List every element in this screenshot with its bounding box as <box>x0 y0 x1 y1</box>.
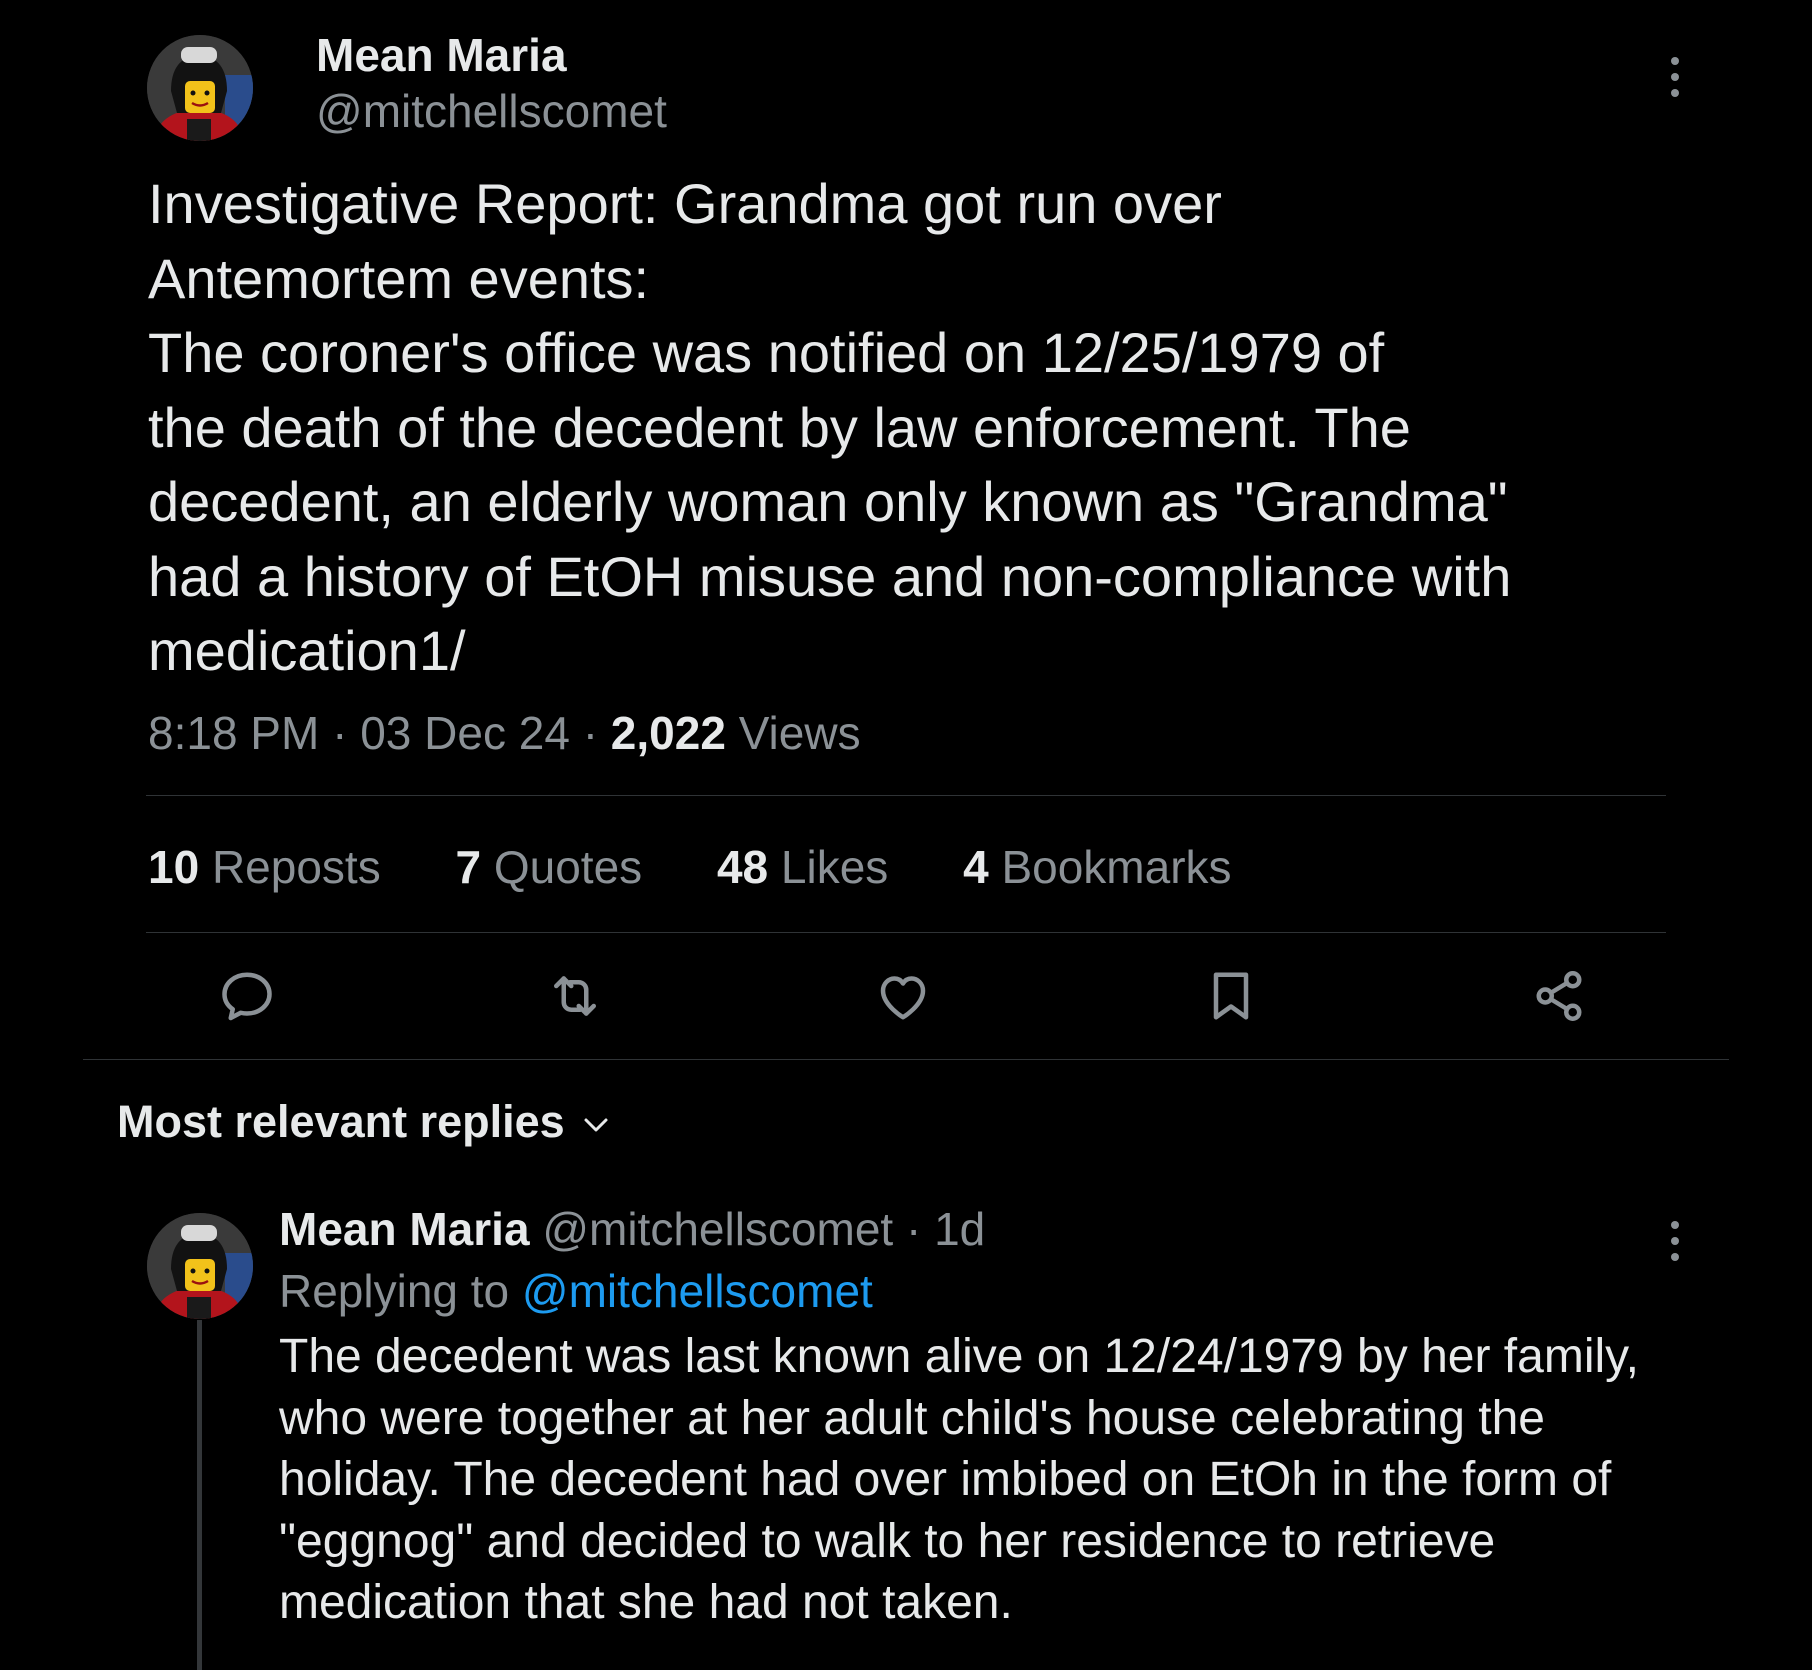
bookmark-icon[interactable] <box>1201 966 1261 1026</box>
replying-to-mention[interactable]: @mitchellscomet <box>521 1265 873 1317</box>
tweet-time[interactable]: 8:18 PM <box>148 707 320 759</box>
tweet-text-line: decedent, an elderly woman only known as "Grandma" <box>148 470 1508 533</box>
divider <box>146 795 1666 796</box>
reply-text-line: holiday. The decedent had over imbibed on EtOh in the form of <box>279 1453 1612 1506</box>
quotes-stat[interactable] <box>455 840 642 894</box>
tweet-text-line: had a history of EtOH misuse and non-compliance with <box>148 544 1512 608</box>
tweet-text-line: Antemortem events: <box>148 246 650 310</box>
quotes-label: Quotes <box>493 841 643 893</box>
tweet-date[interactable]: 03 Dec 24 <box>360 707 570 759</box>
bookmarks-label: Bookmarks <box>1001 841 1232 893</box>
likes-count: 48 <box>716 841 769 893</box>
reply-text-line: "eggnog" and decided to walk to her residence to retrieve <box>279 1514 1496 1568</box>
repost-icon[interactable] <box>545 966 605 1026</box>
likes-stat[interactable] <box>717 840 888 894</box>
reply-text-line: medication that she had not taken. <box>279 1576 1013 1629</box>
author-name[interactable]: Mean Maria <box>316 29 567 81</box>
views-label: Views <box>738 707 861 759</box>
section-divider <box>83 1059 1729 1060</box>
views-count: 2,022 <box>610 707 726 759</box>
reply-author-name[interactable]: Mean Maria <box>279 1203 530 1255</box>
quotes-count: 7 <box>455 841 482 893</box>
bookmarks-stat[interactable] <box>963 840 1231 894</box>
tweet-text <box>148 167 1708 689</box>
tweet-text-line: medication1/ <box>148 619 466 682</box>
reply-separator: · <box>905 1203 922 1255</box>
reply-text <box>279 1326 1739 1634</box>
tweet-text-line: Investigative Report: Grandma got run over <box>148 172 1222 235</box>
replies-sort-dropdown[interactable] <box>117 1096 609 1148</box>
reply-text-line: The decedent was last known alive on 12/24/1979 by her family, <box>279 1330 1639 1383</box>
reply-avatar[interactable] <box>147 1213 253 1319</box>
share-icon[interactable] <box>1529 966 1589 1026</box>
meta-separator: · <box>582 707 599 759</box>
reply-age[interactable]: 1d <box>934 1203 986 1255</box>
bookmarks-count: 4 <box>963 841 989 893</box>
tweet-text-line: The coroner's office was notified on 12/25/1979 of <box>148 321 1385 384</box>
divider <box>146 932 1666 933</box>
reply-more-options-icon[interactable] <box>1665 1218 1685 1264</box>
likes-label: Likes <box>780 841 889 893</box>
like-icon[interactable] <box>873 966 933 1026</box>
reply-header <box>279 1202 985 1256</box>
author-handle[interactable]: @mitchellscomet <box>316 85 667 137</box>
tweet-meta <box>148 706 861 760</box>
replies-sort-label: Most relevant replies <box>117 1096 565 1147</box>
chevron-down-icon <box>583 1117 609 1133</box>
reply-icon[interactable] <box>217 966 277 1026</box>
replying-prefix: Replying to <box>279 1265 510 1317</box>
more-options-icon[interactable] <box>1665 54 1685 100</box>
thread-line <box>197 1320 202 1670</box>
engagement-stats <box>148 840 1294 894</box>
reposts-count: 10 <box>148 841 200 893</box>
reposts-label: Reposts <box>211 841 381 893</box>
reply-text-line: who were together at her adult child's house celebrating the <box>279 1391 1545 1445</box>
replying-to <box>279 1264 873 1318</box>
avatar-lego-figure <box>147 35 253 141</box>
reposts-stat[interactable] <box>148 840 381 894</box>
tweet-text-line: the death of the decedent by law enforcement. The <box>148 395 1411 459</box>
meta-separator: · <box>332 707 348 759</box>
reply-author-handle[interactable]: @mitchellscomet <box>542 1203 894 1255</box>
author-avatar[interactable] <box>147 35 253 141</box>
avatar-lego-figure <box>147 1213 253 1319</box>
